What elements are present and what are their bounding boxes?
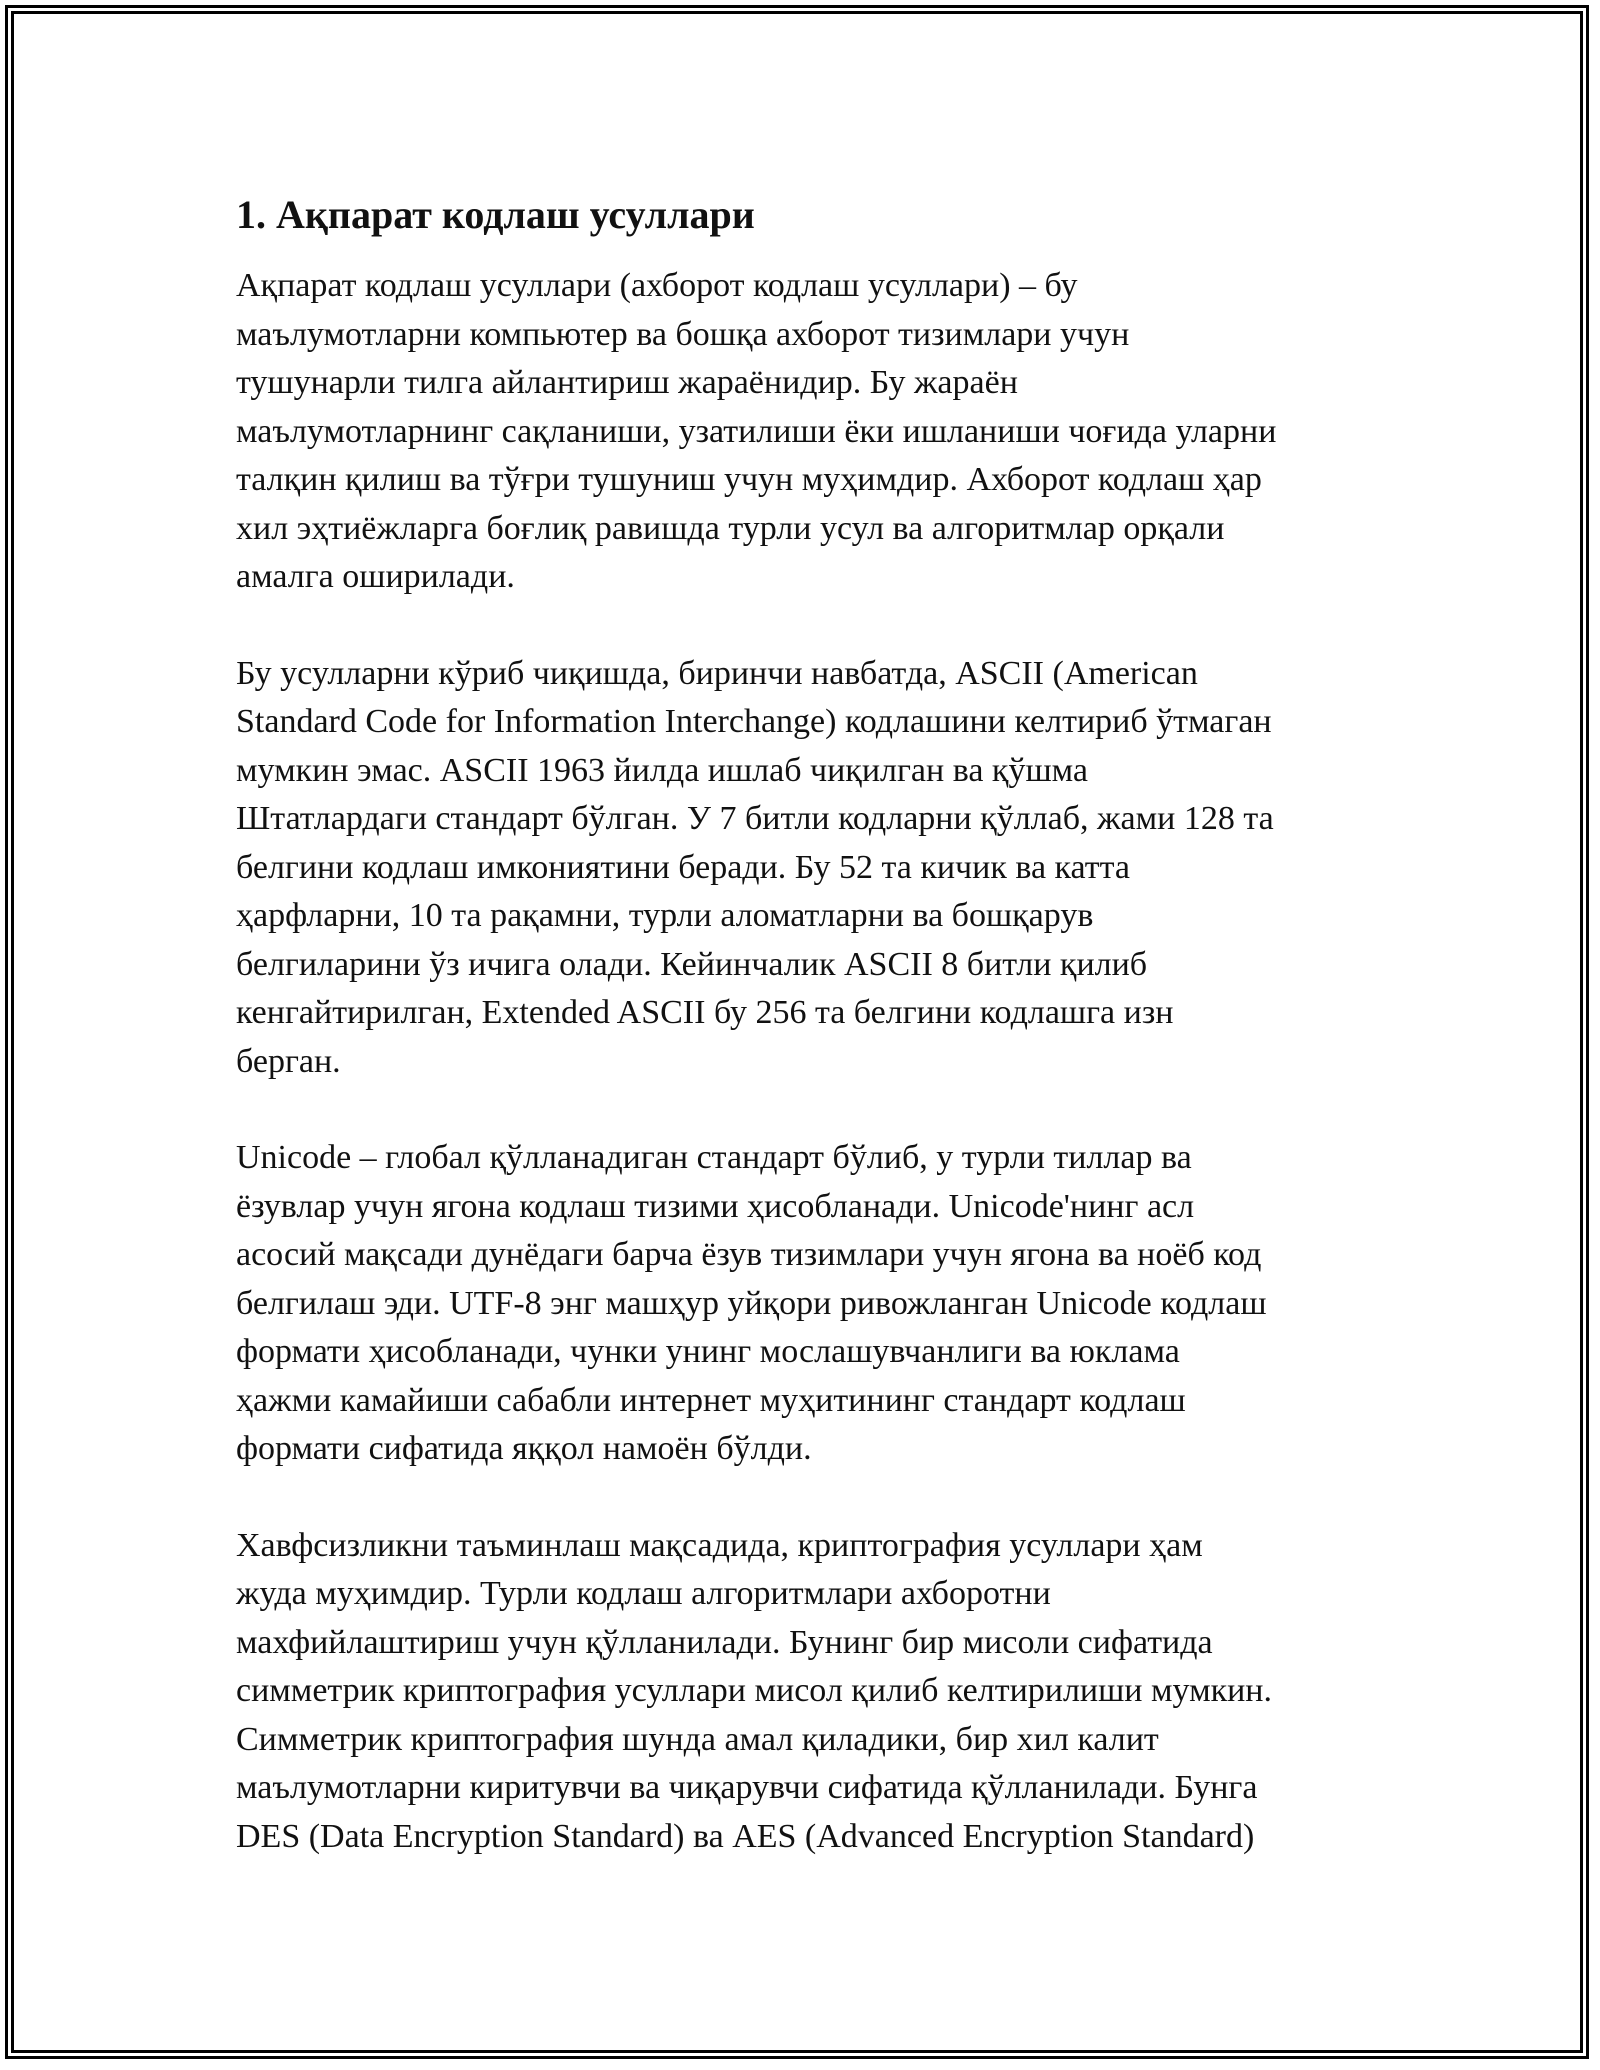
paragraph-ascii: Бу усулларни кўриб чиқишда, биринчи навбатда, ASCII (American Standard Code for Information Interchange) кодлашини келтириб ўтмаган мумкин эмас. ASCII 1963 йилда ишлаб чиқилган ва қўшма Штатлардаги стандарт бўлган. У 7 битли кодларни қўллаб, жами 128 та белгини кодлаш имкониятини беради. Бу 52 та кичик ва катта ҳарфларни, 10 та рақамни, турли аломатларни ва бошқарув белгиларини ўз ичига олади. Кейинчалик ASCII 8 битли қилиб кенгайтирилган, Extended ASCII бу 256 та белгини кодлашга изн берган. <box>236 654 1274 1080</box>
paragraph-unicode: Unicode – глобал қўлланадиган стандарт бўлиб, у турли тиллар ва ёзувлар учун ягона кодлаш тизими ҳисобланади. Unicode'нинг асл асосий мақсади дунёдаги барча ёзув тизимлари учун ягона ва ноёб код белгилаш эди. UTF-8 энг машҳур уйқори ривожланган Unicode кодлаш формати ҳисобланади, чунки унинг мослашувчанлиги ва юклама ҳажми камайиши сабабли интернет муҳитининг стандарт кодлаш формати сифатида яққол намоён бўлди. <box>236 1139 1267 1467</box>
paragraph-intro: Ақпарат кодлаш усуллари (ахборот кодлаш усуллари) – бу маълумотларни компьютер ва бошқа ахборот тизимлари учун тушунарли тилга айлантириш жараёнидир. Бу жараён маълумотларнинг сақланиши, узатилиши ёки ишланиши чоғида уларни талқин қилиш ва тўғри тушуниш учун муҳимдир. Ахборот кодлаш ҳар хил эҳтиёжларга боғлиқ равишда турли усул ва алгоритмлар орқали амалга оширилади. <box>236 267 1277 595</box>
section-heading: 1. Ақпарат кодлаш усуллари <box>236 192 755 237</box>
document-body <box>236 190 1376 1909</box>
paragraph-cryptography: Хавфсизликни таъминлаш мақсадида, криптография усуллари ҳам жуда муҳимдир. Турли кодлаш алгоритмлари ахборотни махфийлаштириш учун қўлланилади. Бунинг бир мисоли сифатида симметрик криптография усуллари мисол қилиб келтирилиши мумкин. Симметрик криптография шунда амал қиладики, бир хил калит маълумотларни киритувчи ва чиқарувчи сифатида қўлланилади. Бунга DES (Data Encryption Standard) ва AES (Advanced Encryption Standard) <box>236 1526 1272 1855</box>
